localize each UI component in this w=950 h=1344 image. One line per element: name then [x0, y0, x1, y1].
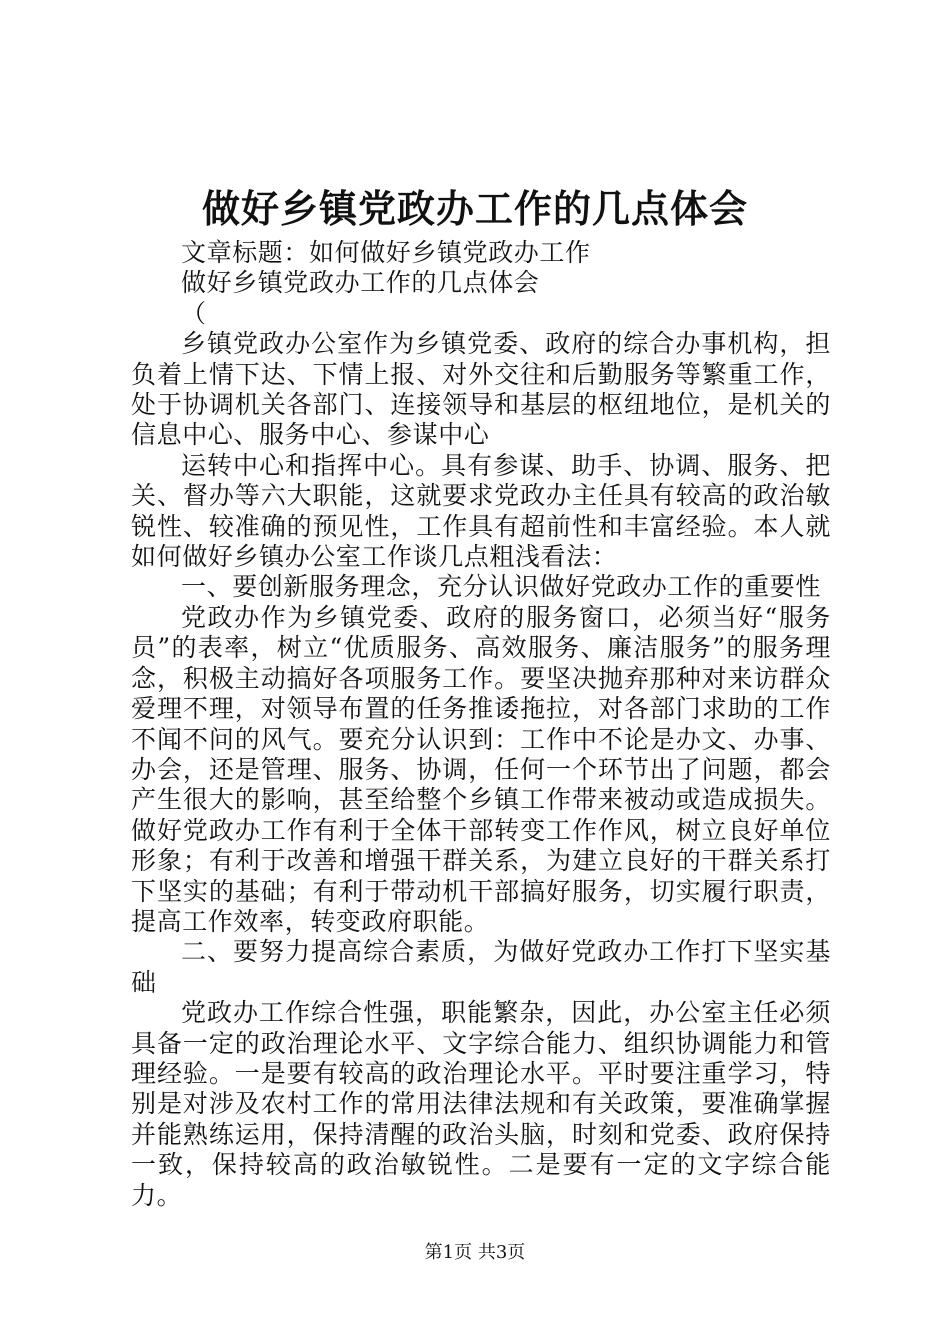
section-heading-1: 一、要创新服务理念，充分认识做好党政办工作的重要性 [181, 572, 822, 602]
paragraph-section-2: 党政办工作综合性强，职能繁杂，因此，办公室主任必须具备一定的政治理论水平、文字综合能力、组织协调能力和管理经验。一是要有较高的政治理论水平。平时要注重学习，特别是对涉及农村工作的常用法律法规和有关政策，要准确掌握并能熟练运用，保持清醒的政治头脑，时刻和党委、政府保持一致，保持较高的政治敏锐性。二是要有一定的文字综合能力。 [131, 998, 831, 1210]
paragraph-subtitle: 做好乡镇党政办工作的几点体会 [181, 268, 540, 298]
section-heading-2: 二、要努力提高综合素质，为做好党政办工作打下坚实基础 [131, 937, 831, 997]
paragraph-article-title: 文章标题：如何做好乡镇党政办工作 [181, 238, 591, 267]
paragraph-functions: 运转中心和指挥中心。具有参谋、助手、协调、服务、把关、督办等六大职能，这就要求党政办主任具有较高的政治敏锐性、较准确的预见性，工作具有超前性和丰富经验。本人就如何做好乡镇办公室工作谈几点粗浅看法： [131, 450, 831, 572]
paragraph-intro: 乡镇党政办公室作为乡镇党委、政府的综合办事机构，担负着上情下达、下情上报、对外交往和后勤服务等繁重工作，处于协调机关各部门、连接领导和基层的枢纽地位，是机关的信息中心、服务中心、参谋中心 [131, 329, 831, 450]
document-body [131, 238, 831, 1211]
paragraph-bracket: （ [181, 298, 207, 328]
paragraph-section-1: 党政办作为乡镇党委、政府的服务窗口，必须当好“服务员”的表率，树立“优质服务、高效服务、廉洁服务”的服务理念，积极主动搞好各项服务工作。要坚决抛弃那种对来访群众爱理不理，对领导布置的任务推诿拖拉，对各部门求助的工作不闻不问的风气。要充分认识到：工作中不论是办文、办事、办会，还是管理、服务、协调，任何一个环节出了问题，都会产生很大的影响，甚至给整个乡镇工作带来被动或造成损失。做好党政办工作有利于全体干部转变工作作风，树立良好单位形象；有利于改善和增强干群关系，为建立良好的干群关系打下坚实的基础；有利于带动机干部搞好服务，切实履行职责，提高工作效率，转变政府职能。 [131, 602, 831, 936]
page-footer: 第1页 共3页 [424, 1242, 526, 1263]
document-title: 做好乡镇党政办工作的几点体会 [201, 186, 748, 231]
